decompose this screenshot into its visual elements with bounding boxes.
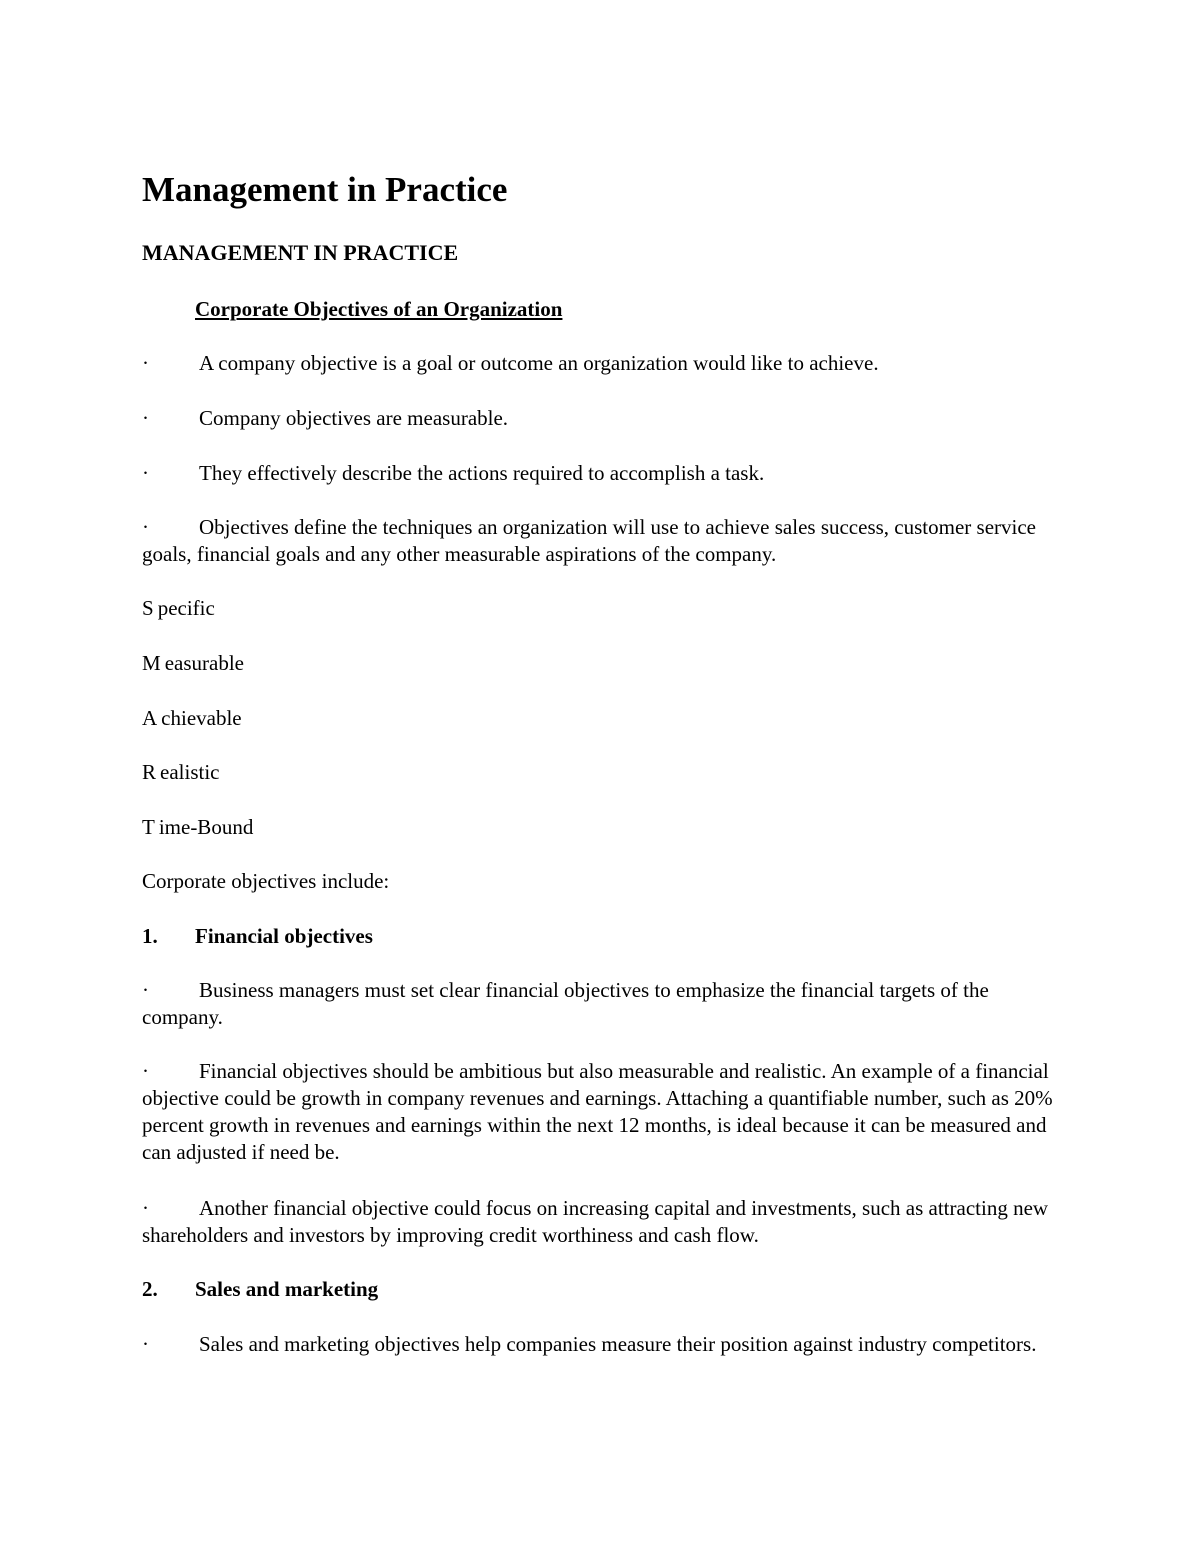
bullet-text: Company objectives are measurable. [199,406,509,430]
smart-item-time-bound [142,814,1062,841]
smart-item-measurable [142,650,1062,677]
smart-rest: pecific [157,596,215,620]
bullet-glyph: · [142,1332,149,1356]
bullet-glyph: · [142,978,149,1002]
bullet-glyph: · [142,461,149,485]
section-number: 2. [142,1277,158,1301]
document-subtitle: MANAGEMENT IN PRACTICE [142,240,459,265]
bullet-text: Business managers must set clear financial objectives to emphasize the financial targets of the company. [142,978,989,1029]
bullet-glyph: · [142,406,149,430]
bullet-item [142,350,1062,377]
smart-letter: R [142,760,157,784]
bullet-text: Financial objectives should be ambitious but also measurable and realistic. An example of a financial objective could be growth in company revenues and earnings. Attaching a quantifiable number, such as 20% percent growth in revenues and earnings within the next 12 months, is ideal because it can be measured and can adjusted if need be. [142,1059,1053,1164]
bullet-text: Sales and marketing objectives help companies measure their position against industry competitors. [199,1332,1037,1356]
smart-item-realistic [142,759,1062,786]
smart-letter: M [142,651,161,675]
section-heading-corporate-objectives: Corporate Objectives of an Organization [195,297,563,321]
smart-item-achievable [142,705,1062,732]
section-number: 1. [142,924,158,948]
bullet-item [142,1058,1062,1166]
smart-rest: chievable [161,706,242,730]
smart-letter: T [142,815,155,839]
bullet-glyph: · [142,1196,149,1220]
bullet-text: Objectives define the techniques an organization will use to achieve sales success, customer service goals, financial goals and any other measurable aspirations of the company. [142,515,1036,566]
smart-letter: S [142,596,154,620]
bullet-glyph: · [142,515,149,539]
section-title: Financial objectives [195,924,373,948]
bullet-text: A company objective is a goal or outcome an organization would like to achieve. [199,351,879,375]
bullet-glyph: · [142,1059,149,1083]
objectives-intro: Corporate objectives include: [142,869,390,893]
section-heading-sales-marketing [142,1276,1062,1303]
smart-rest: ealistic [160,760,220,784]
bullet-text: Another financial objective could focus on increasing capital and investments, such as attracting new shareholders and investors by improving credit worthiness and cash flow. [142,1196,1049,1247]
bullet-item [142,405,1062,432]
document-title: Management in Practice [142,170,508,209]
bullet-item [142,977,1062,1031]
smart-rest: easurable [164,651,244,675]
smart-letter: A [142,706,158,730]
smart-item-specific [142,595,1062,622]
bullet-item [142,1195,1062,1249]
smart-rest: ime-Bound [158,815,254,839]
section-title: Sales and marketing [195,1277,379,1301]
bullet-glyph: · [142,351,149,375]
bullet-item [142,1331,1062,1358]
section-heading-financial [142,923,1062,950]
bullet-text: They effectively describe the actions required to accomplish a task. [199,461,765,485]
bullet-item [142,514,1062,568]
bullet-item [142,460,1062,487]
